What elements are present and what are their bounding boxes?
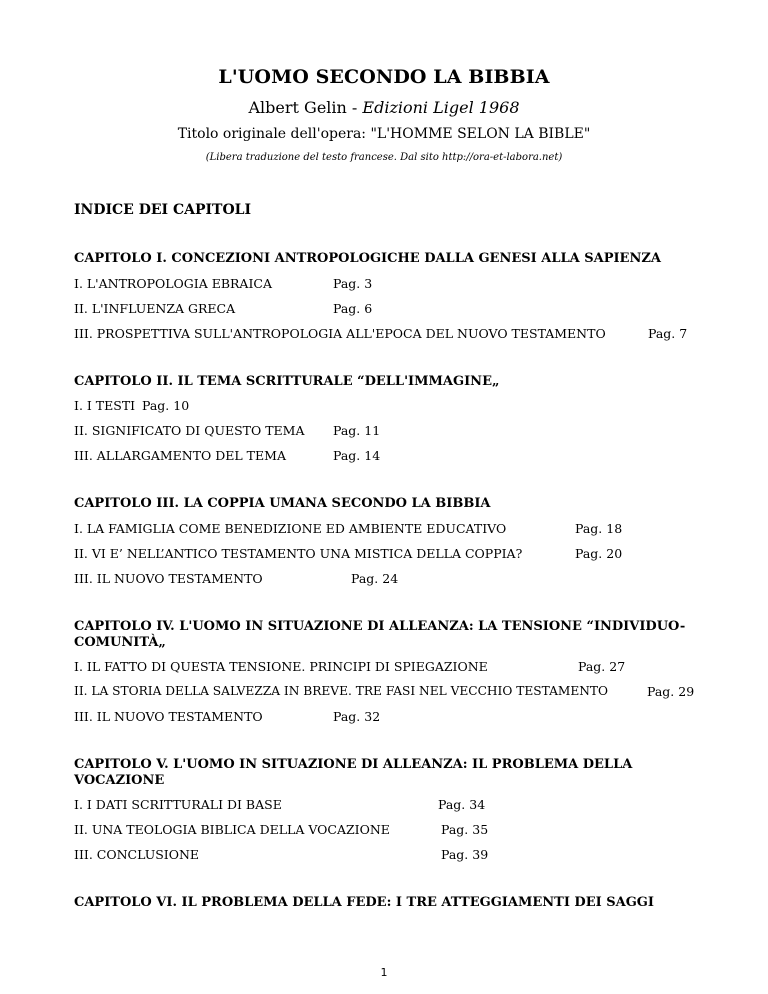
chapter-title: CAPITOLO III. LA COPPIA UMANA SECONDO LA BIBBIA xyxy=(74,496,491,511)
chapter-title-line: VOCAZIONE xyxy=(74,773,165,788)
chapter-entry-page: Pag. 3 xyxy=(333,276,373,291)
chapter-title: CAPITOLO II. IL TEMA SCRITTURALE “DELL'IMMAGINE„ xyxy=(74,374,500,389)
index-heading: INDICE DEI CAPITOLI xyxy=(74,202,252,218)
chapter-entry-page: Pag. 20 xyxy=(575,546,623,561)
page-number: 1 xyxy=(380,966,388,979)
chapter-title: CAPITOLO I. CONCEZIONI ANTROPOLOGICHE DALLA GENESI ALLA SAPIENZA xyxy=(74,251,661,266)
chapter-entry-page: Pag. 27 xyxy=(578,659,626,674)
chapter-entry-label: II. LA STORIA DELLA SALVEZZA IN BREVE. TRE FASI NEL VECCHIO TESTAMENTO xyxy=(74,684,609,698)
chapter-entry-label: III. IL NUOVO TESTAMENTO xyxy=(74,709,263,724)
chapter-entry-label: III. IL NUOVO TESTAMENTO xyxy=(74,571,263,586)
chapter-entry-label: I. I DATI SCRITTURALI DI BASE xyxy=(74,797,282,812)
chapter-entry-label: II. UNA TEOLOGIA BIBLICA DELLA VOCAZIONE xyxy=(74,822,390,837)
chapter-entry-page: Pag. 29 xyxy=(647,684,695,699)
chapter-entry-label: II. SIGNIFICATO DI QUESTO TEMA xyxy=(74,423,305,438)
chapter-entry-page: Pag. 34 xyxy=(438,797,486,812)
chapter-entry-label: II. VI E’ NELL’ANTICO TESTAMENTO UNA MISTICA DELLA COPPIA? xyxy=(74,546,523,561)
translation-note: (Libera traduzione del testo francese. Dal sito http://ora-et-labora.net) xyxy=(205,152,563,163)
chapter-entry-page: Pag. 32 xyxy=(333,709,381,724)
chapter-entry-label: I. LA FAMIGLIA COME BENEDIZIONE ED AMBIENTE EDUCATIVO xyxy=(74,521,507,536)
chapter-entry-page: Pag. 18 xyxy=(575,521,623,536)
chapter-entry-page: Pag. 6 xyxy=(333,301,373,316)
chapter-entry-page: Pag. 35 xyxy=(441,822,489,837)
chapter-entry-label: I. IL FATTO DI QUESTA TENSIONE. PRINCIPI DI SPIEGAZIONE xyxy=(74,659,488,674)
chapter-entry-label: I. I TESTI xyxy=(74,398,136,413)
chapter-entry-label: III. PROSPETTIVA SULL'ANTROPOLOGIA ALL'EPOCA DEL NUOVO TESTAMENTO xyxy=(74,326,606,341)
document-title: L'UOMO SECONDO LA BIBBIA xyxy=(218,66,550,88)
chapter-title: CAPITOLO VI. IL PROBLEMA DELLA FEDE: I TRE ATTEGGIAMENTI DEI SAGGI xyxy=(74,895,654,910)
author-name: Albert Gelin xyxy=(248,98,347,117)
chapter-entry-page: Pag. 7 xyxy=(648,326,688,341)
chapter-entry-page: Pag. 39 xyxy=(441,847,489,862)
original-title: Titolo originale dell'opera: "L'HOMME SELON LA BIBLE" xyxy=(177,126,591,142)
chapter-entry-page: Pag. 24 xyxy=(351,571,399,586)
chapter-entry-label: III. ALLARGAMENTO DEL TEMA xyxy=(74,448,286,463)
author-separator: - xyxy=(346,98,363,117)
chapter-title-line: CAPITOLO IV. L'UOMO IN SITUAZIONE DI ALLEANZA: LA TENSIONE “INDIVIDUO- xyxy=(74,619,686,634)
chapter-entry-page: Pag. 11 xyxy=(333,423,381,438)
publisher: Edizioni Ligel 1968 xyxy=(362,98,520,117)
chapter-entry-page: Pag. 14 xyxy=(333,448,381,463)
chapter-title-line: COMUNITÀ„ xyxy=(74,635,166,650)
chapter-entry-page: Pag. 10 xyxy=(142,398,190,413)
chapter-entry-label: II. L'INFLUENZA GRECA xyxy=(74,301,236,316)
chapter-entry-label: I. L'ANTROPOLOGIA EBRAICA xyxy=(74,276,272,291)
chapter-entry-label: III. CONCLUSIONE xyxy=(74,847,200,862)
author-line xyxy=(0,98,768,117)
chapter-title-line: CAPITOLO V. L'UOMO IN SITUAZIONE DI ALLEANZA: IL PROBLEMA DELLA xyxy=(74,757,633,772)
